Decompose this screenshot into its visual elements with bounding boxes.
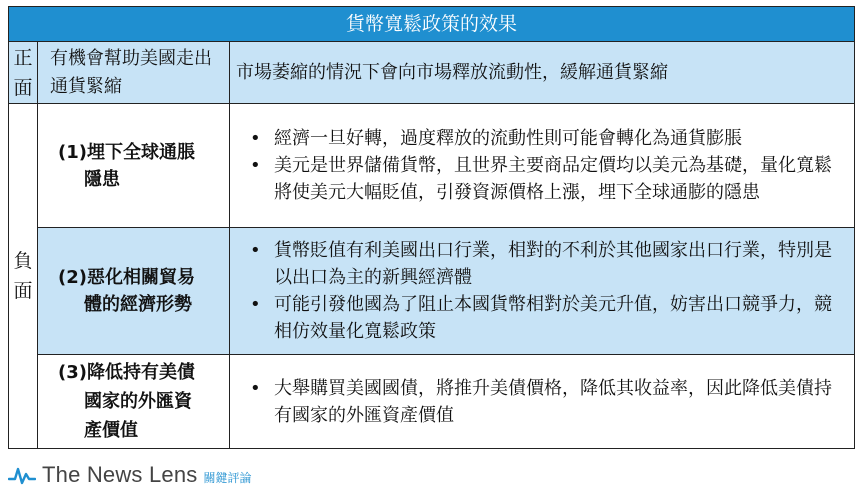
negative-label-1-line1: (1)埋下全球通脹 bbox=[58, 141, 195, 163]
negative-label-1 bbox=[38, 104, 230, 228]
negative-desc-1 bbox=[230, 104, 855, 228]
negative-desc-2 bbox=[230, 228, 855, 355]
negative-desc-3 bbox=[230, 355, 855, 449]
positive-side-text: 正面 bbox=[13, 46, 33, 99]
negative-side-text: 負面 bbox=[13, 250, 33, 302]
negative-label-2-line2: 體的經濟形勢 bbox=[84, 294, 192, 315]
bullet-list-2 bbox=[236, 237, 844, 345]
negative-label-2 bbox=[38, 228, 230, 355]
negative-label-1-line2: 隱患 bbox=[84, 168, 120, 190]
positive-row bbox=[9, 42, 855, 104]
table-title: 貨幣寬鬆政策的效果 bbox=[9, 7, 855, 42]
pulse-logo-icon bbox=[8, 463, 36, 487]
footer-brand bbox=[8, 458, 251, 492]
bullet-item: • 大舉購買美國國債，將推升美債價格，降低其收益率，因此降低美債持有國家的外匯資產價值 bbox=[274, 375, 844, 429]
title-row bbox=[9, 7, 855, 42]
bullet-item: • 貨幣貶值有利美國出口行業，相對的不利於其他國家出口行業，特別是以出口為主的新興經濟體 bbox=[274, 237, 844, 291]
negative-label-3-line3: 產價值 bbox=[84, 420, 138, 441]
brand-name-cn: 關鍵評論 bbox=[203, 470, 252, 485]
brand-name: The News Lens bbox=[42, 462, 198, 487]
positive-label: 有機會幫助美國走出通貨緊縮 bbox=[38, 42, 230, 104]
negative-row-2 bbox=[9, 228, 855, 355]
negative-row-1 bbox=[9, 104, 855, 228]
negative-label-3 bbox=[38, 355, 230, 449]
positive-side-label bbox=[9, 42, 38, 104]
effects-table-wrapper bbox=[8, 6, 854, 449]
negative-label-2-line1: (2)惡化相關貿易 bbox=[58, 267, 195, 288]
bullet-list-3 bbox=[236, 375, 844, 429]
negative-row-3 bbox=[9, 355, 855, 449]
negative-side-label bbox=[9, 104, 38, 449]
bullet-item: • 可能引發他國為了阻止本國貨幣相對於美元升值，妨害出口競爭力，競相仿效量化寬鬆政策 bbox=[274, 291, 844, 345]
positive-desc: 市場萎縮的情況下會向市場釋放流動性，緩解通貨緊縮 bbox=[230, 42, 855, 104]
bullet-item: • 經濟一旦好轉，過度釋放的流動性則可能會轉化為通貨膨脹 bbox=[274, 125, 844, 152]
negative-label-3-line2: 國家的外匯資 bbox=[84, 391, 192, 412]
effects-table bbox=[8, 6, 855, 449]
negative-label-3-line1: (3)降低持有美債 bbox=[58, 362, 195, 383]
bullet-item: • 美元是世界儲備貨幣，且世界主要商品定價均以美元為基礎，量化寬鬆將使美元大幅貶值，引發資源價格上漲，埋下全球通膨的隱患 bbox=[274, 152, 844, 206]
bullet-list-1 bbox=[236, 125, 844, 206]
